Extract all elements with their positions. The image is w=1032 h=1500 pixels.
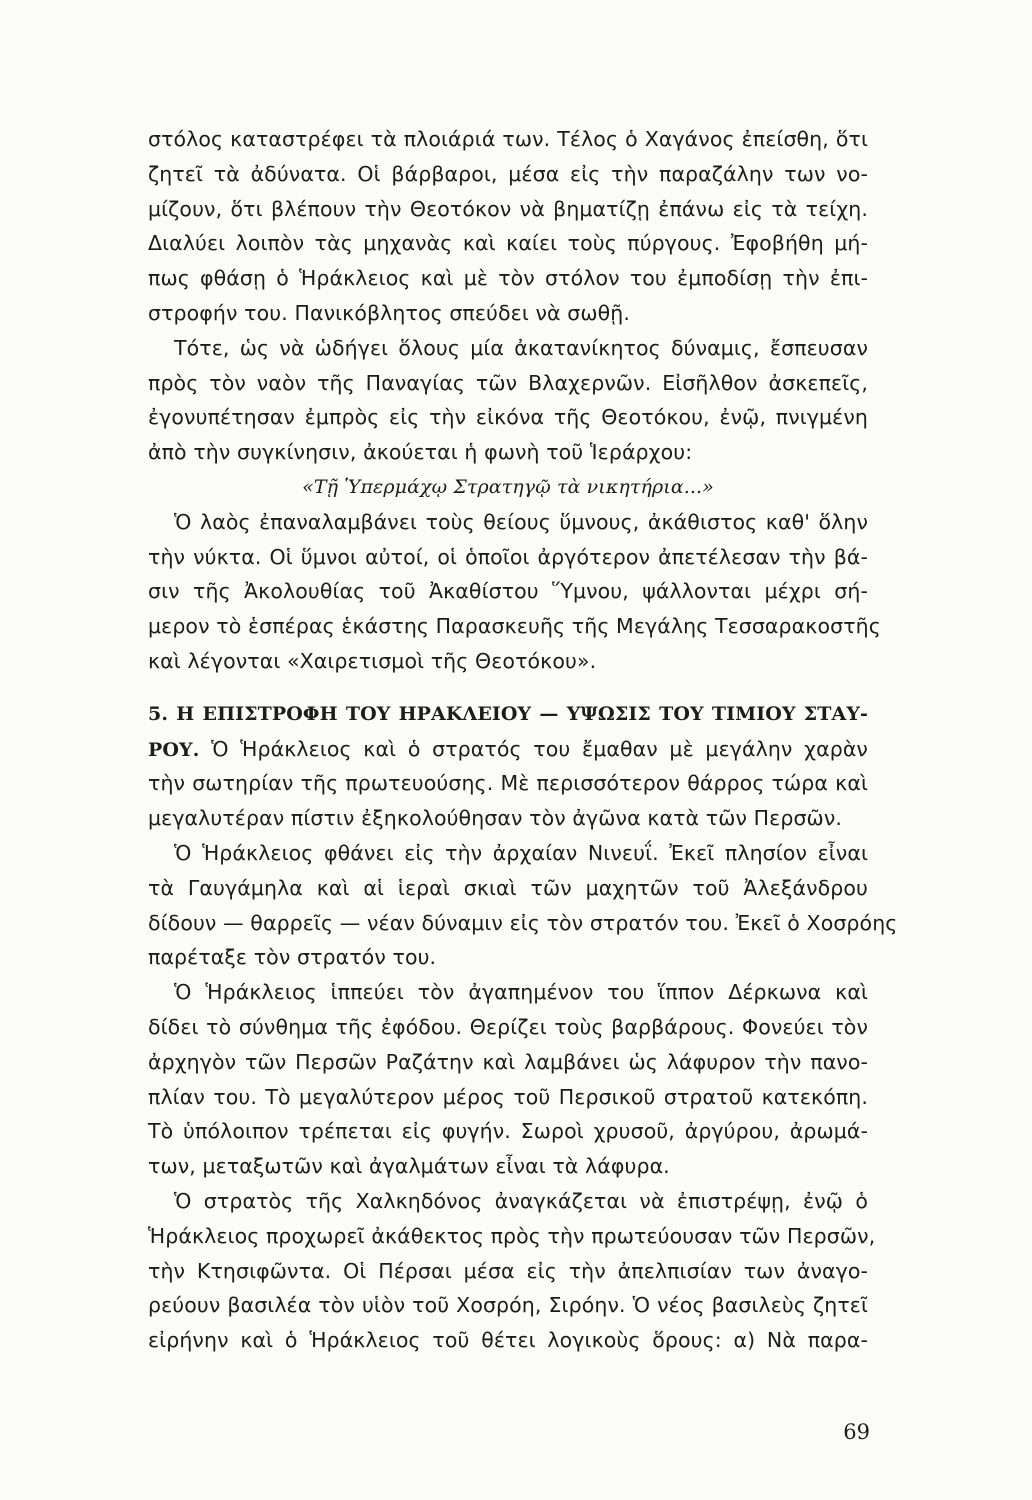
text-line: τὴν Κτησιφῶντα. Οἱ Πέρσαι μέσα εἰς τὴν ἀπελπισίαν των ἀναγο-: [148, 1258, 868, 1283]
page-text: [148, 122, 898, 1358]
text-line: παρέταξε τὸν στρατόν του.: [148, 945, 437, 970]
text-line: εἰρήνην καὶ ὁ Ἡράκλειος τοῦ θέτει λογικοὺς ὅρους: α) Νὰ παρα-: [148, 1328, 868, 1353]
text-line: μερον τὸ ἑσπέρας ἑκάστης Παρασκευῆς τῆς Μεγάλης Τεσσαρακοστῆς: [148, 614, 881, 639]
text-line: Ὁ λαὸς ἐπαναλαμβάνει τοὺς θείους ὕμνους, ἀκάθιστος καθ' ὅλην: [174, 509, 868, 534]
text-line: ζητεῖ τὰ ἀδύνατα. Οἱ βάρβαροι, μέσα εἰς τὴν παραζάλην των νο-: [148, 161, 868, 186]
text-line: στροφήν του. Πανικόβλητος σπεύδει νὰ σωθῇ.: [148, 300, 630, 325]
section-heading: 5. Η ΕΠΙΣΤΡΟΦΗ ΤΟΥ ΗΡΑΚΛΕΙΟΥ — ΥΨΩΣΙΣ ΤΟΥ ΤΙΜΙΟΥ ΣΤΑΥ-: [148, 702, 868, 725]
text-line: ἀρχηγὸν τῶν Περσῶν Ραζάτην καὶ λαμβάνει ὡς λάφυρον τὴν πανο-: [148, 1049, 868, 1074]
text-line: ἐγονυπέτησαν ἐμπρὸς εἰς τὴν εἰκόνα τῆς Θεοτόκου, ἐνῷ, πνιγμένη: [148, 405, 868, 430]
text-line: των, μεταξωτῶν καὶ ἀγαλμάτων εἶναι τὰ λάφυρα.: [148, 1154, 670, 1179]
text-line: Ὁ Ἡράκλειος φθάνει εἰς τὴν ἀρχαίαν Νινευΐ. Ἐκεῖ πλησίον εἶναι: [174, 840, 868, 865]
text-line: μεγαλυτέραν πίστιν ἐξηκολούθησαν τὸν ἀγῶνα κατὰ τῶν Περσῶν.: [148, 806, 842, 831]
text-line: Τότε, ὡς νὰ ὡδήγει ὅλους μία ἀκατανίκητος δύναμις, ἔσπευσαν: [174, 335, 868, 360]
text-line: καὶ λέγονται «Χαιρετισμοὶ τῆς Θεοτόκου».: [148, 648, 597, 673]
text-line: σιν τῆς Ἀκολουθίας τοῦ Ἀκαθίστου Ὕμνου, ψάλλονται μέχρι σή-: [148, 579, 868, 604]
text-line-part: Ὁ Ἡράκλειος καὶ ὁ στρατός του ἔμαθαν μὲ μεγάλην χαρὰν: [211, 736, 868, 761]
text-line: τὴν σωτηρίαν τῆς πρωτευούσης. Μὲ περισσότερον θάρρος τώρα καὶ: [148, 771, 868, 796]
text-line: ἀπὸ τὴν συγκίνησιν, ἀκούεται ἡ φωνὴ τοῦ Ἱεράρχου:: [148, 440, 693, 465]
text-line: τὰ Γαυγάμηλα καὶ αἱ ἱεραὶ σκιαὶ τῶν μαχητῶν τοῦ Ἀλεξάνδρου: [148, 875, 868, 900]
text-line: τὴν νύκτα. Οἱ ὕμνοι αὐτοί, οἱ ὁποῖοι ἀργότερον ἀπετέλεσαν τὴν βά-: [148, 544, 868, 569]
text-line: Ὁ στρατὸς τῆς Χαλκηδόνος ἀναγκάζεται νὰ ἐπιστρέψῃ, ἐνῷ ὁ: [174, 1188, 868, 1213]
text-line: δίδουν — θαρρεῖς — νέαν δύναμιν εἰς τὸν στρατόν του. Ἐκεῖ ὁ Χοσρόης: [148, 910, 898, 935]
text-line: στόλος καταστρέφει τὰ πλοιάριά των. Τέλος ὁ Χαγάνος ἐπείσθη, ὅτι: [148, 127, 868, 151]
text-line: μίζουν, ὅτι βλέπουν τὴν Θεοτόκον νὰ βηματίζῃ ἐπάνω εἰς τὰ τείχη.: [148, 196, 868, 221]
hymn-quote: «Τῇ Ὑπερμάχῳ Στρατηγῷ τὰ νικητήρια...»: [302, 475, 714, 498]
text-line: [148, 732, 868, 767]
section-heading-continuation: ΡΟΥ.: [148, 738, 200, 761]
text-line: δίδει τὸ σύνθημα τῆς ἐφόδου. Θερίζει τοὺς βαρβάρους. Φονεύει τὸν: [148, 1014, 868, 1039]
text-line: Τὸ ὑπόλοιπον τρέπεται εἰς φυγήν. Σωροὶ χρυσοῦ, ἀργύρου, ἀρωμά-: [148, 1119, 868, 1144]
text-line: πρὸς τὸν ναὸν τῆς Παναγίας τῶν Βλαχερνῶν. Εἰσῆλθον ἀσκεπεῖς,: [148, 370, 868, 395]
page-number: 69: [843, 1420, 870, 1444]
text-line: πλίαν του. Τὸ μεγαλύτερον μέρος τοῦ Περσικοῦ στρατοῦ κατεκόπη.: [148, 1084, 868, 1109]
text-line: Διαλύει λοιπὸν τὰς μηχανὰς καὶ καίει τοὺς πύργους. Ἐφοβήθη μή-: [148, 231, 868, 256]
text-line: ρεύουν βασιλέα τὸν υἱὸν τοῦ Χοσρόη, Σιρόην. Ὁ νέος βασιλεὺς ζητεῖ: [148, 1293, 868, 1318]
text-line: Ὁ Ἡράκλειος ἱππεύει τὸν ἀγαπημένον του ἵππον Δέρκωνα καὶ: [174, 980, 868, 1005]
text-line: Ἡράκλειος προχωρεῖ ἀκάθεκτος πρὸς τὴν πρωτεύουσαν τῶν Περσῶν,: [148, 1223, 876, 1248]
text-line: πως φθάσῃ ὁ Ἡράκλειος καὶ μὲ τὸν στόλον του ἐμποδίσῃ τὴν ἐπι-: [148, 266, 868, 291]
